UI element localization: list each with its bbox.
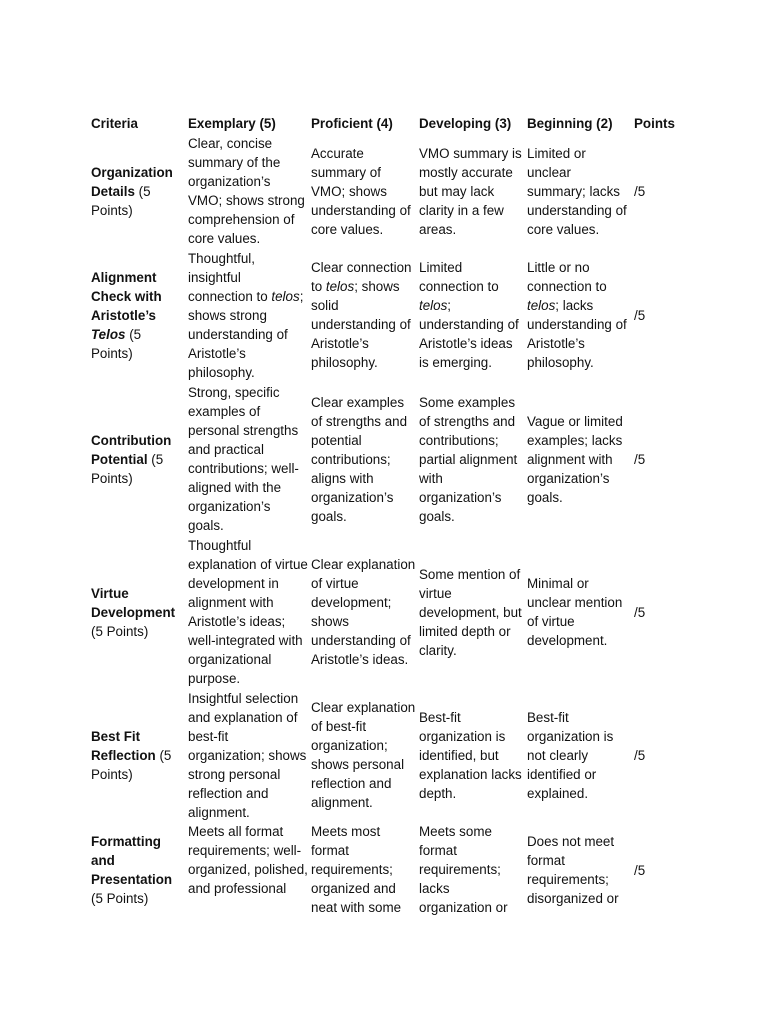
criteria-points-note: (5 Points) xyxy=(91,891,149,906)
beginning-cell: Does not meet format requirements; disorganized or xyxy=(527,834,619,906)
points-cell: /5 xyxy=(634,862,646,878)
proficient-cell: Clear connection to telos; shows solid understanding of Aristotle’s philosophy. xyxy=(311,260,412,370)
header-row xyxy=(88,112,688,134)
criteria-name: Alignment Check with Aristotle’s xyxy=(91,269,162,323)
proficient-cell: Clear examples of strengths and potential contributions; aligns with organization’s goals. xyxy=(311,394,408,524)
points-cell: /5 xyxy=(634,307,646,323)
criteria-name: Contribution Potential xyxy=(91,432,172,467)
proficient-cell: Meets most format requirements; organized and neat with some xyxy=(311,824,402,915)
points-cell: /5 xyxy=(634,451,646,467)
developing-cell: Some mention of virtue development, but limited depth or clarity. xyxy=(419,566,522,658)
criteria-cell xyxy=(88,688,185,822)
table-row xyxy=(88,248,688,382)
criteria-cell xyxy=(88,134,185,248)
developing-cell: Some examples of strengths and contributions; partial alignment with organization’s goals. xyxy=(419,394,518,524)
header-points: Points xyxy=(634,115,675,131)
criteria-points-note: (5 Points) xyxy=(91,326,142,361)
developing-cell: Limited connection to telos; understanding of Aristotle’s ideas is emerging. xyxy=(419,260,519,370)
criteria-cell xyxy=(88,536,185,688)
exemplary-cell: Thoughtful, insightful connection to telos; shows strong understanding of Aristotle’s philosophy. xyxy=(188,250,304,380)
proficient-cell: Accurate summary of VMO; shows understanding of core values. xyxy=(311,145,411,237)
criteria-name: Organization Details xyxy=(91,164,173,199)
criteria-points-note: (5 Points) xyxy=(91,183,151,218)
points-cell: /5 xyxy=(634,604,646,620)
header-beginning: Beginning (2) xyxy=(527,115,613,131)
criteria-cell xyxy=(88,248,185,382)
header-exemplary: Exemplary (5) xyxy=(188,115,276,131)
criteria-name: Formatting and Presentation xyxy=(91,834,173,887)
criteria-points-note: (5 Points) xyxy=(91,451,164,486)
beginning-cell: Little or no connection to telos; lacks understanding of Aristotle’s philosophy. xyxy=(527,260,627,370)
table-row xyxy=(88,822,688,918)
criteria-cell xyxy=(88,822,185,918)
proficient-cell: Clear explanation of virtue development; shows understanding of Aristotle’s ideas. xyxy=(311,557,416,667)
beginning-cell: Minimal or unclear mention of virtue development. xyxy=(527,576,623,648)
beginning-cell: Best-fit organization is not clearly identified or explained. xyxy=(527,709,614,801)
header-proficient: Proficient (4) xyxy=(311,115,393,131)
criteria-name-italic: Telos xyxy=(91,326,126,342)
header-developing: Developing (3) xyxy=(419,115,512,131)
criteria-points-note: (5 Points) xyxy=(91,747,172,782)
table-row xyxy=(88,688,688,822)
exemplary-cell: Meets all format requirements; well-organized, polished, and professional xyxy=(188,824,308,896)
proficient-cell: Clear explanation of best-fit organization; shows personal reflection and alignment. xyxy=(311,700,416,810)
beginning-cell: Limited or unclear summary; lacks understanding of core values. xyxy=(527,145,627,237)
criteria-points-note: (5 Points) xyxy=(91,623,149,639)
table-row xyxy=(88,134,688,248)
header-criteria: Criteria xyxy=(91,115,138,131)
table-row xyxy=(88,382,688,536)
criteria-name: Best Fit Reflection xyxy=(91,728,156,763)
developing-cell: VMO summary is mostly accurate but may lack clarity in a few areas. xyxy=(419,145,522,237)
criteria-name: Virtue Development xyxy=(91,585,176,620)
exemplary-cell: Strong, specific examples of personal strengths and practical contributions; well-aligned with the organization’s goals. xyxy=(188,385,299,533)
points-cell: /5 xyxy=(634,747,646,763)
developing-cell: Meets some format requirements; lacks organization or xyxy=(419,824,508,915)
rubric-table xyxy=(88,112,688,918)
points-cell: /5 xyxy=(634,183,646,199)
table-row xyxy=(88,536,688,688)
exemplary-cell: Clear, concise summary of the organization’s VMO; shows strong comprehension of core values. xyxy=(188,136,305,246)
developing-cell: Best-fit organization is identified, but explanation lacks depth. xyxy=(419,709,522,801)
criteria-cell xyxy=(88,382,185,536)
beginning-cell: Vague or limited examples; lacks alignment with organization’s goals. xyxy=(527,413,623,505)
exemplary-cell: Insightful selection and explanation of best-fit organization; shows strong personal reflection and alignment. xyxy=(188,690,307,820)
exemplary-cell: Thoughtful explanation of virtue development in alignment with Aristotle’s ideas; well-integrated with organizational purpose. xyxy=(188,538,308,686)
